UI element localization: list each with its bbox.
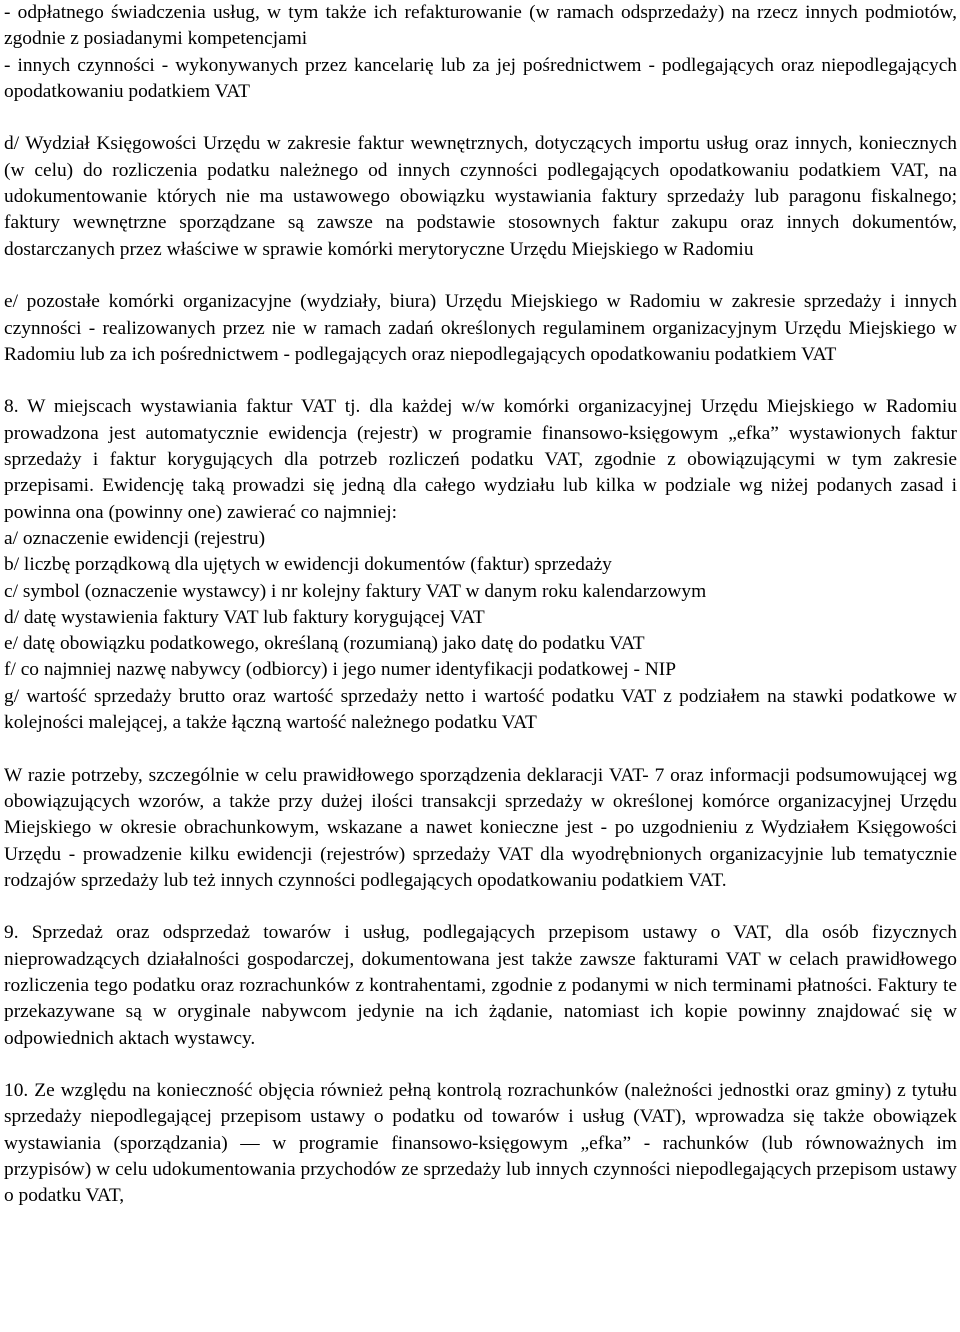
- intro-line-other-activities: - innych czynności - wykonywanych przez kancelarię lub za jej pośrednictwem - podlegających oraz niepodlegających opodatkowaniu podatkiem VAT: [4, 54, 957, 102]
- section-8-list-item: c/ symbol (oznaczenie wystawcy) i nr kolejny faktury VAT w danym roku kalendarzowym: [4, 580, 707, 602]
- section-9-paragraph: 9. Sprzedaż oraz odsprzedaż towarów i usług, podlegających przepisom ustawy o VAT, dla osób fizycznych nieprowadzących działalności gospodarczej, dokumentowana jest także zawsze fakturami VAT w celach prawidłowego rozliczenia tego podatku oraz rozrachunków z kontrahentami, zgodnie z podanymi w nich terminami płatności. Faktury te przekazywane są w oryginale nabywcom jedynie na ich żądanie, natomiast ich kopie powinny znajdować się w odpowiednich aktach wystawcy.: [4, 922, 957, 1049]
- section-8-list-item: g/ wartość sprzedaży brutto oraz wartość sprzedaży netto i wartość podatku VAT z podziałem na stawki podatkowe w kolejności malejącej, a także łączną wartość należnego podatku VAT: [4, 685, 957, 734]
- section-8-list-item: e/ datę obowiązku podatkowego, określaną (rozumianą) jako datę do podatku VAT: [4, 633, 645, 655]
- section-8-list: [4, 526, 957, 736]
- section-8-paragraph: 8. W miejscach wystawiania faktur VAT tj. dla każdej w/w komórki organizacyjnej Urzędu Miejskiego w Radomiu prowadzona jest automatycznie ewidencja (rejestr) w programie finansowo-księgowym „efka” wystawionych faktur sprzedaży i faktur korygujących dla potrzeb rozliczeń podatku VAT, zgodnie z obowiązującymi w tym zakresie przepisami. Ewidencję taką prowadzi się jedną dla całego wydziału lub kilka w podziale wg niżej podanych zasad i powinna ona (powinny one) zawierać co najmniej:: [4, 396, 957, 523]
- intro-line-services: - odpłatnego świadczenia usług, w tym także ich refakturowanie (w ramach odsprzedaży) na rzecz innych podmiotów, zgodnie z posiadanymi kompetencjami: [4, 2, 957, 50]
- need-paragraph: W razie potrzeby, szczególnie w celu prawidłowego sporządzenia deklaracji VAT- 7 oraz informacji podsumowującej wg obowiązujących wzorów, a także przy dużej ilości transakcji sprzedaży w określonej komórce organizacyjnej Urzędu Miejskiego w okresie obrachunkowym, wskazane a nawet konieczne jest - po uzgodnieniu z Wydziałem Księgowości Urzędu - prowadzenie kilku ewidencji (rejestrów) sprzedaży VAT dla wyodrębnionych organizacyjnie lub tematycznie rodzajów sprzedaży lub też innych czynności podlegających opodatkowaniu podatkiem VAT.: [4, 764, 957, 891]
- document-page: [4, 0, 957, 1210]
- section-8-list-item: b/ liczbę porządkową dla ujętych w ewidencji dokumentów (faktur) sprzedaży: [4, 554, 612, 576]
- section-10-paragraph: 10. Ze względu na konieczność objęcia również pełną kontrolą rozrachunków (należności jednostki oraz gminy) z tytułu sprzedaży niepodlegającej przepisom ustawy o podatku od towarów i usług (VAT), wprowadza się także obowiązek wystawiania (sporządzania) — w programie finansowo-księgowym „efka” - rachunków (lub równoważnych im przypisów) w celu udokumentowania przychodów ze sprzedaży lub innych czynności niepodlegających przepisom ustawy o podatku VAT,: [4, 1080, 957, 1207]
- section-8-list-item: d/ datę wystawienia faktury VAT lub faktury korygującej VAT: [4, 606, 485, 628]
- item-e-paragraph: e/ pozostałe komórki organizacyjne (wydziały, biura) Urzędu Miejskiego w Radomiu w zakresie sprzedaży i innych czynności - realizowanych przez nie w ramach zadań określonych regulaminem organizacyjnym Urzędu Miejskiego w Radomiu lub za ich pośrednictwem - podlegających oraz niepodlegających opodatkowaniu podatkiem VAT: [4, 291, 957, 365]
- section-8-list-item: a/ oznaczenie ewidencji (rejestru): [4, 527, 266, 549]
- section-8-list-item: f/ co najmniej nazwę nabywcy (odbiorcy) i jego numer identyfikacji podatkowej - NIP: [4, 659, 676, 681]
- item-d-paragraph: d/ Wydział Księgowości Urzędu w zakresie faktur wewnętrznych, dotyczących importu usług oraz innych, koniecznych (w celu) do rozliczenia podatku należnego od innych czynności podlegających opodatkowaniu podatkiem VAT, na udokumentowanie których nie ma ustawowego obowiązku wystawiania faktury sprzedaży lub paragonu fiskalnego; faktury wewnętrzne sporządzane są zawsze na podstawie stosownych faktur zakupu oraz innych dokumentów, dostarczanych przez właściwe w sprawie komórki merytoryczne Urzędu Miejskiego w Radomiu: [4, 133, 957, 260]
